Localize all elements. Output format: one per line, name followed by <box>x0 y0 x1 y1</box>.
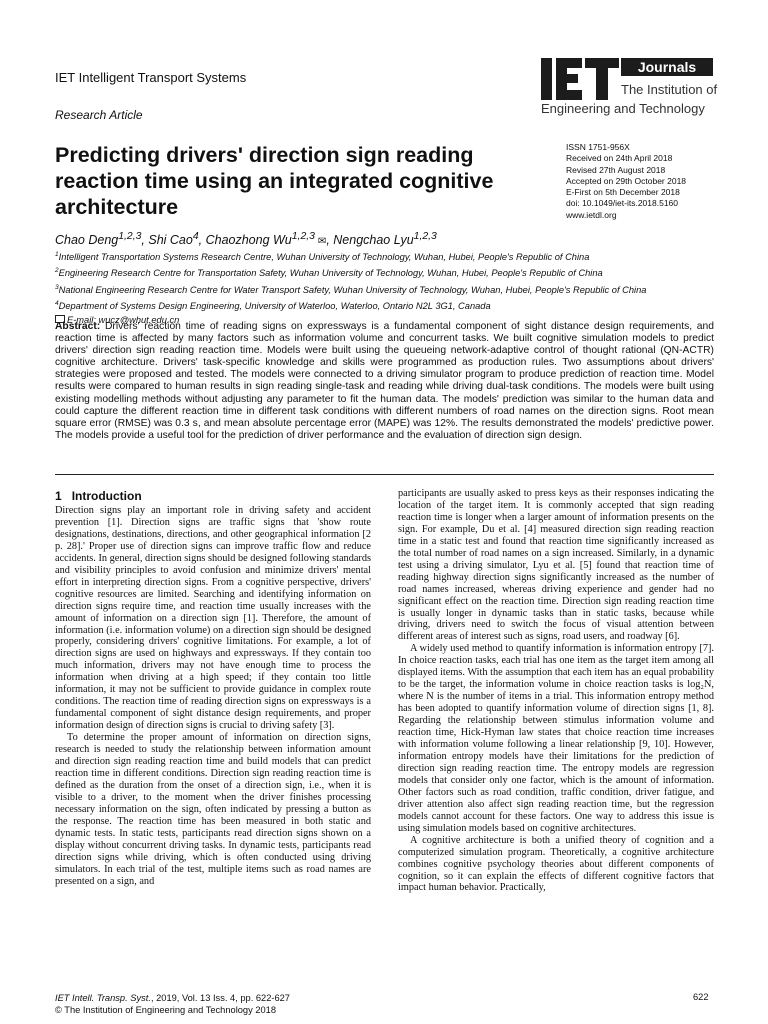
journal-name: IET Intelligent Transport Systems <box>55 70 247 85</box>
received-date: Received on 24th April 2018 <box>566 153 673 164</box>
affiliations <box>55 248 745 327</box>
abstract-label: Abstract: <box>55 321 101 332</box>
org-name-line1: The Institution of <box>621 82 718 97</box>
journals-badge: Journals <box>621 58 713 76</box>
envelope-icon: ✉ <box>317 236 327 248</box>
author-name: Nengchao Lyu <box>333 233 414 248</box>
body-paragraph: A widely used method to quantify information is information entropy [7]. In choice reaction tasks, each trial has one item as the target item among all displayed items. With the assumption that each item has an equal probability to be the target, the information volume in choice reaction tasks is log₂N, where N is the number of items in a trial. This information entropy method has been adopted to quantify information volume of direction signs [1, 8]. Regarding the relationship between stimulus information volume and reaction time, Hick-Hyman law states that choice reaction time increases with information volume following a linear relationship [9, 10]. However, information entropy models have their limitations for the prediction of direction sign reading reaction time. The entropy models are regression models that consider only one factor, which is the amount of information. Other factors such as road condition, traffic condition, driver fatigue, and driver attention also affect sign reading reaction time, but the regression models cannot account for these factors. One way to address this issue is using simulation models based on cognitive architectures. <box>398 643 714 834</box>
section-number: 1 <box>55 489 62 503</box>
author-affiliation-mark: 1,2,3 <box>291 231 315 242</box>
footer-citation <box>55 992 290 1017</box>
article-title: Predicting drivers' direction sign reading reaction time using an integrated cognitive architecture <box>55 143 494 219</box>
author-list: Chao Deng$^{1,2,3}$, Shi Cao$^4$, Chaozhong Wu$^{1,2,3}$ ✉, Nengchao Lyu$^{1,2,3}$ <box>55 231 437 248</box>
affiliation: $^4$Department of Systems Design Engineering, University of Waterloo, Waterloo, Ontario N2L 3G1, Canada <box>55 300 491 312</box>
iet-letters-mark <box>541 58 619 100</box>
body-paragraph: A cognitive architecture is both a unified theory of cognition and a computerized simulation program. Theoretically, a cognitive architecture combines cognitive psychology theories about different components of cognition, so it can explain the effects of different cognitive factors that impact human behavior. Practically, <box>398 834 714 894</box>
section-heading <box>55 489 142 503</box>
doi: doi: 10.1049/iet-its.2018.5160 <box>566 198 679 209</box>
right-column <box>398 488 714 894</box>
copyright: © The Institution of Engineering and Technology 2018 <box>55 1005 277 1016</box>
author-name: Chao Deng <box>55 233 119 248</box>
section-divider <box>55 474 714 475</box>
page-number: 622 <box>693 992 709 1002</box>
volume-info: , 2019, Vol. 13 Iss. 4, pp. 622-627 <box>150 993 290 1003</box>
abstract-text: Drivers' reaction time of reading signs on expressways is a fundamental component of sight distance design requirements, and reaction time is affected by many factors such as information volume and concurrent tasks. We built cognitive simulation models to predict drivers' direction sign reading reaction time. Models were built using the queueing network-adaptive control of thought rational (QN-ACTR) cognitive architecture. Drivers' task-specific knowledge and skills were programmed as production rules. Two assumptions about drivers' strategies were proposed and tested. The models were connected to a driving simulator program to produce prediction of reaction time. Model results were compared to human results in sign reading single-task and reading while driving dual-task conditions. The models were built using existing modelling methods without adjusting any parameter to fit the human data. The models' prediction was similar to the human data and could capture the different reaction time in different task conditions with different numbers of road names on the direction signs. Root mean square error (RMSE) was 0.3 s, and mean absolute percentage error (MAPE) was 12%. The results demonstrated the models' predictive power. The models provide a useful tool for the prediction of driver performance and the evaluation of direction sign design. <box>55 321 714 441</box>
e-first-date: E-First on 5th December 2018 <box>566 187 680 198</box>
affiliation: $^3$National Engineering Research Centre for Water Transport Safety, Wuhan University of Technology, Wuhan, Hubei, People's Republic of China <box>55 283 647 295</box>
abstract <box>55 321 714 442</box>
author-affiliation-mark: 4 <box>192 231 199 242</box>
body-paragraph: Direction signs play an important role in driving safety and accident prevention [1]. Direction signs are traffic signs that 'show route designations, destinations, directions, and other geographical information [2 p. 28].' Proper use of direction signs can improve traffic flow and reduce accidents. In general, direction signs should be designed following standards and visibility principles to avoid confusion and minimize drivers' mental effort in interpreting direction signs. From a cognitive perspective, drivers' cognitive resources are limited. Searching and identifying information on direction signs require time, and reaction time usually increases with the amount of information on a direction sign [1]. Therefore, the amount of information (i.e. information volume) on a direction sign should be designed properly, considering drivers' cognitive limitations. For example, a lot of direction signs are used on highways and expressways. If they contain too much information, drivers may not have enough time to process the information when driving at a high speed; if they contain too little information, it may not be sufficient to provide guidance in complex route conditions. The reaction time of reading direction signs on expressways is a fundamental component of sight distance design requirements, and proper information design of direction signs is crucial to driving safety [3]. <box>55 505 371 732</box>
journal-abbrev: IET Intell. Transp. Syst. <box>55 993 151 1003</box>
left-column <box>55 505 371 888</box>
revised-date: Revised 27th August 2018 <box>566 164 666 175</box>
accepted-date: Accepted on 29th October 2018 <box>566 175 687 186</box>
author-name: Chaozhong Wu <box>205 233 292 248</box>
body-paragraph: participants are usually asked to press keys as their responses indicating the location of the target item. It is commonly accepted that sign reading reaction time is longer when a larger amount of information presents on the sign. For example, Du et al. [4] measured direction sign reading reaction time in a static test and found that reaction time significantly increased as the total number of road names on a sign increased. Similarly, in a dynamic test using a driving simulator, Lyu et al. [5] found that reaction time of reading highway direction signs significantly increased as the number of road names increased, whereas driving experience and gender had no significant effect on the reaction time. Direction sign reading reaction time is usually longer in dynamic tasks than in static tasks, because while driving, drivers need to switch the focus of visual attention between different areas of interest such as signs, road users, and roadway [6]. <box>398 488 714 643</box>
iet-logo <box>541 58 721 124</box>
article-metadata <box>566 142 756 221</box>
affiliation: $^1$Intelligent Transportation Systems Research Centre, Wuhan University of Technology, Wuhan, Hubei, People's Republic of China <box>55 251 590 263</box>
affiliation: $^2$Engineering Research Centre for Transportation Safety, Wuhan University of Technology, Wuhan, Hubei, People's Republic of China <box>55 267 603 279</box>
issn: ISSN 1751-956X <box>566 142 630 152</box>
org-name-line2: Engineering and Technology <box>541 101 705 116</box>
website: www.ietdl.org <box>566 209 617 220</box>
author-affiliation-mark: 1,2,3 <box>118 231 142 242</box>
section-title: Introduction <box>71 489 142 503</box>
author-affiliation-mark: 1,2,3 <box>413 231 437 242</box>
corresponding-email: E-mail: wucz@whut.edu.cn <box>55 314 745 327</box>
author-name: Shi Cao <box>148 233 193 248</box>
article-type: Research Article <box>55 108 143 122</box>
body-paragraph: To determine the proper amount of information on direction signs, research is needed to study the relationship between information amount and direction sign reading reaction time and build models that can predict reaction time in different conditions. Direction sign reading reaction time is defined as the duration from the onset of a direction sign, i.e., when it is visible to a driver, to the moment when the driver finishes processing necessary information on the sign, often indicated by pressing a button as the response. The reaction time has been measured in both static and dynamic tests. In static tests, participants read direction signs shown on a display without concurrent driving tasks. In dynamic tests, participants read direction signs while driving, which is often conducted using driving simulators. In each trial of the test, multiple items such as road names are presented on a sign, and <box>55 732 371 887</box>
